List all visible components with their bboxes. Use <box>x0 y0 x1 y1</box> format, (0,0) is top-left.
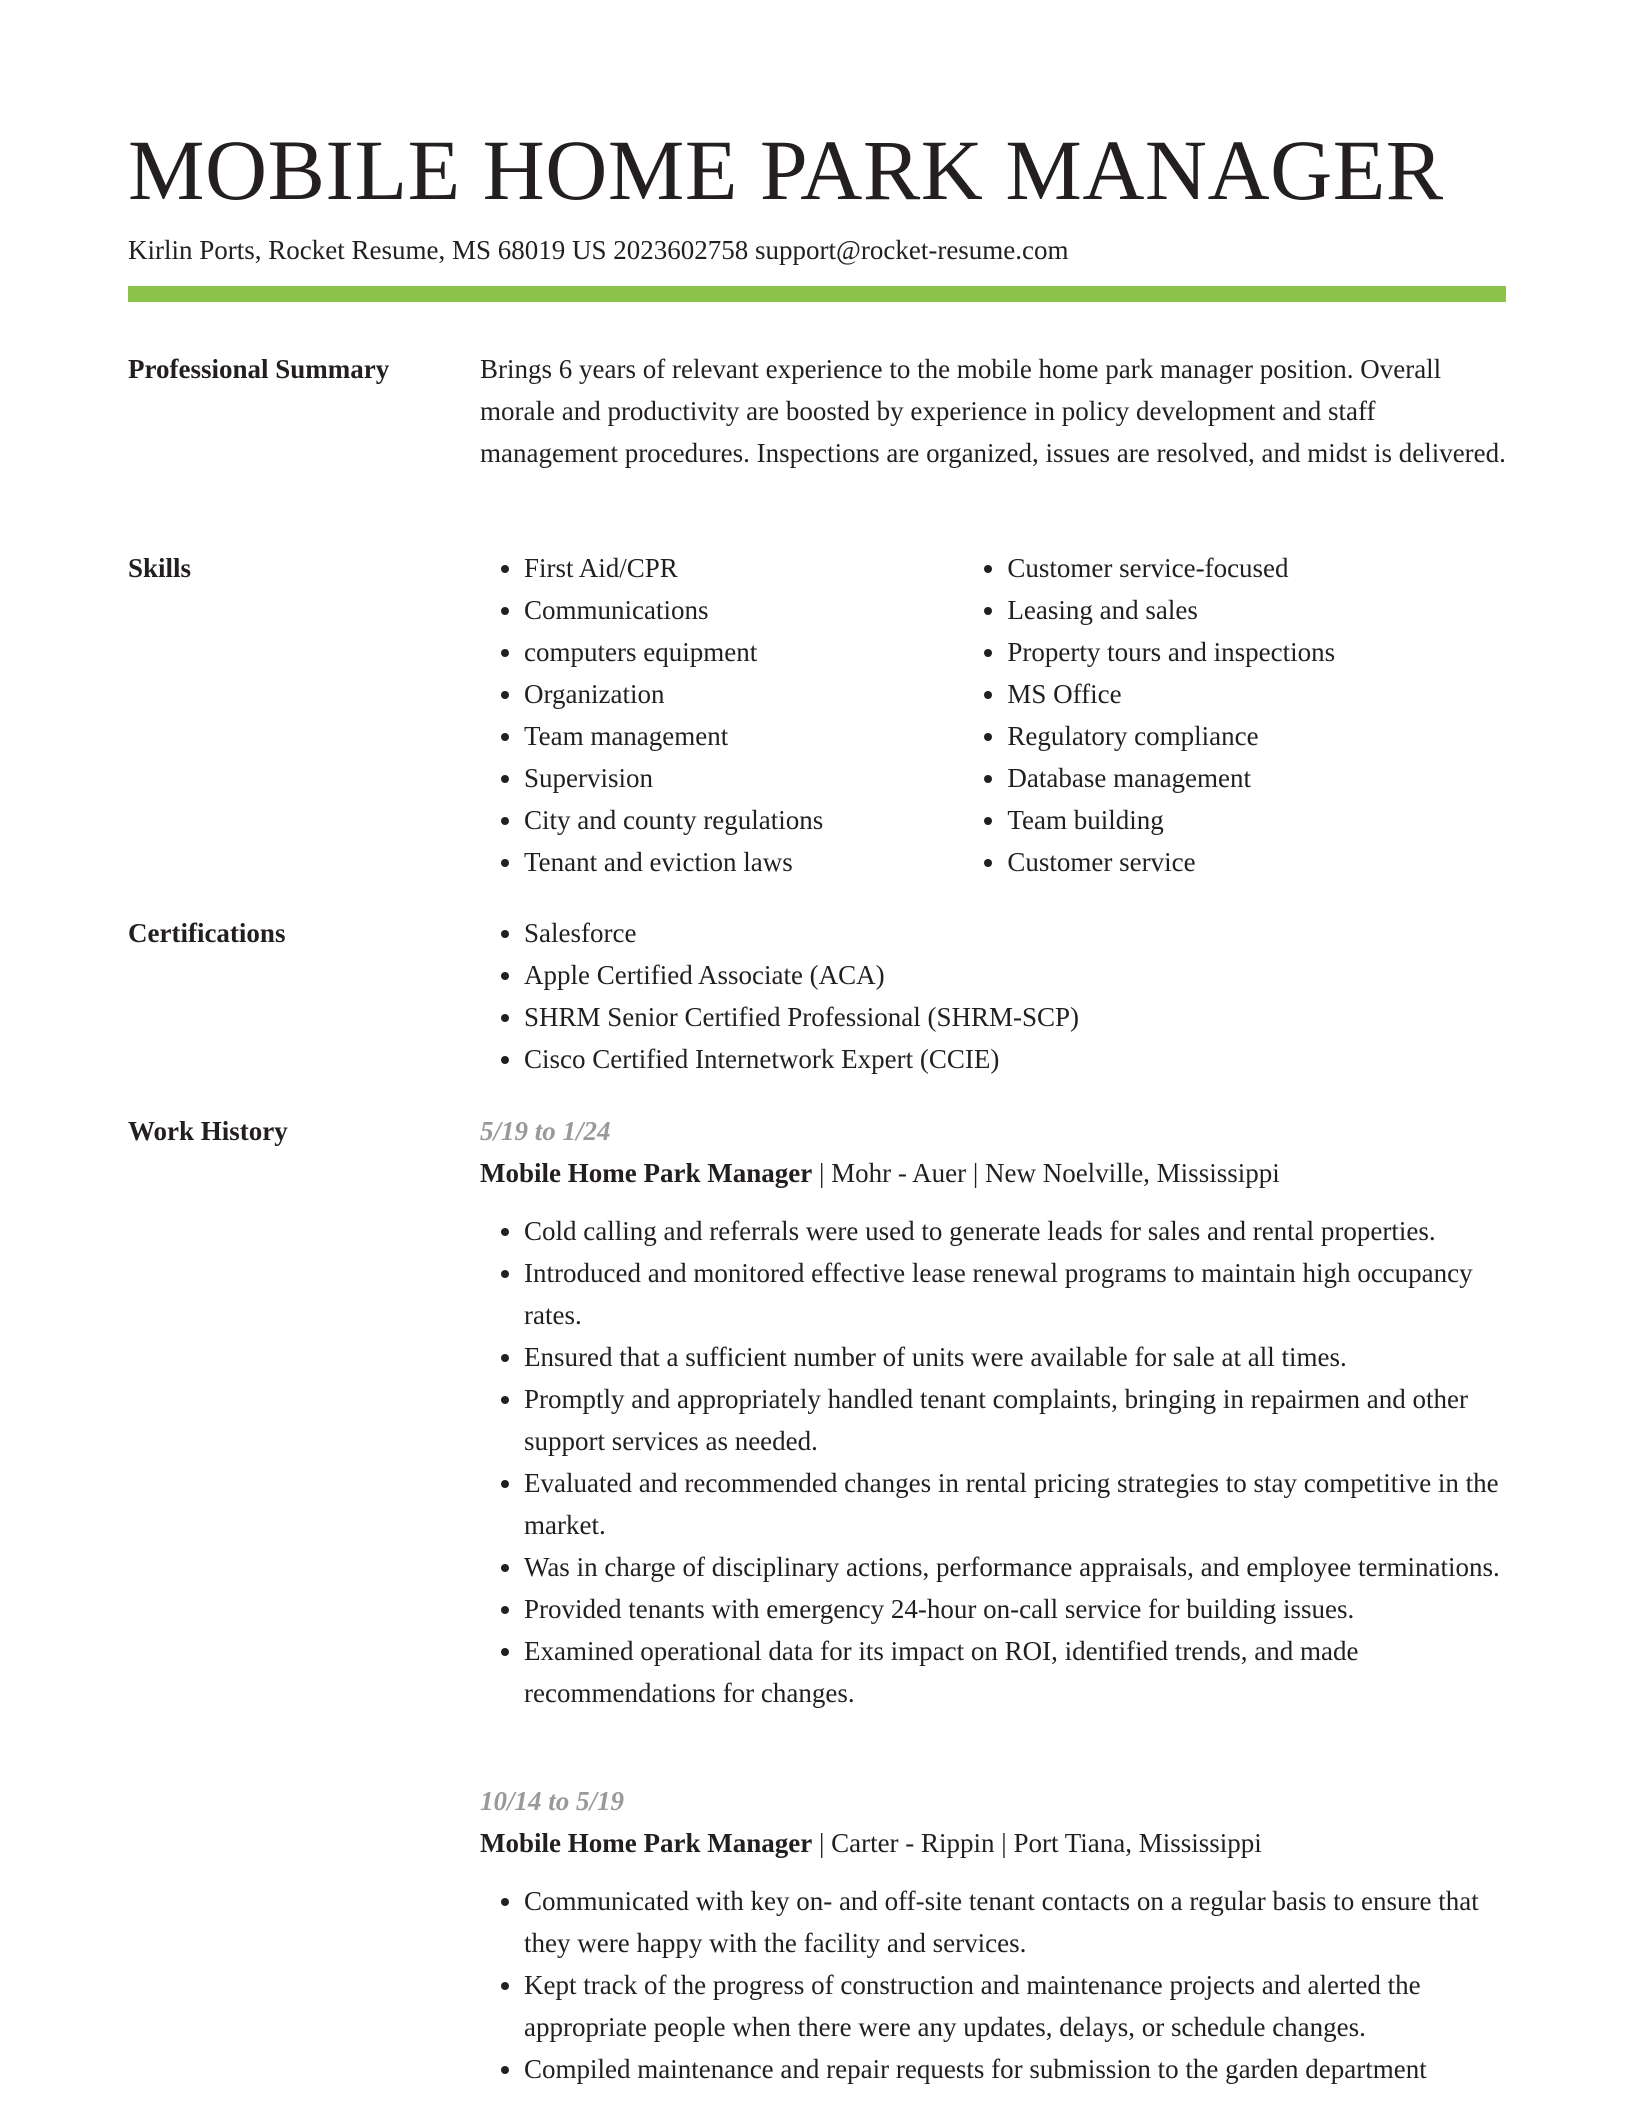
summary-heading: Professional Summary <box>128 354 390 384</box>
skill-item: • Property tours and inspections <box>1007 631 1506 673</box>
job-bullet: • Was in charge of disciplinary actions, performance appraisals, and employee terminations. <box>524 1546 1506 1588</box>
skills-heading: Skills <box>128 553 192 583</box>
job-details: | Carter - Rippin | Port Tiana, Mississippi <box>812 1828 1262 1858</box>
job-details: | Mohr - Auer | New Noelville, Mississippi <box>812 1158 1280 1188</box>
job-heading <box>480 1152 1506 1194</box>
skill-item: • Database management <box>1007 757 1506 799</box>
job-bullet: • Kept track of the progress of construction and maintenance projects and alerted the appropriate people when there were any updates, delays, or schedule changes. <box>524 1964 1506 2048</box>
certifications-heading: Certifications <box>128 918 286 948</box>
job-dates: 5/19 to 1/24 <box>480 1116 611 1146</box>
skill-item: • MS Office <box>1007 673 1506 715</box>
job-bullet-list <box>480 1210 1506 1714</box>
skill-item: • Regulatory compliance <box>1007 715 1506 757</box>
job-bullet: • Introduced and monitored effective lease renewal programs to maintain high occupancy rates. <box>524 1252 1506 1336</box>
skill-item: • Team building <box>1007 799 1506 841</box>
job-bullet: • Compiled maintenance and repair requests for submission to the garden department <box>524 2048 1506 2090</box>
job-bullet: • Communicated with key on- and off-site tenant contacts on a regular basis to ensure that they were happy with the facility and services. <box>524 1880 1506 1964</box>
certification-item: • Cisco Certified Internetwork Expert (CCIE) <box>524 1038 1506 1080</box>
skill-item: • Customer service-focused <box>1007 547 1506 589</box>
job-title: Mobile Home Park Manager <box>480 1158 813 1188</box>
skill-item: • Customer service <box>1007 841 1506 883</box>
job-bullet: • Provided tenants with emergency 24-hour on-call service for building issues. <box>524 1588 1506 1630</box>
certifications-list <box>480 912 1506 1080</box>
skill-item: • City and county regulations <box>524 799 963 841</box>
job-bullet: • Examined operational data for its impact on ROI, identified trends, and made recommendations for changes. <box>524 1630 1506 1714</box>
skill-item: • Team management <box>524 715 963 757</box>
resume-title: MOBILE HOME PARK MANAGER <box>128 122 1444 218</box>
job-bullet: • Ensured that a sufficient number of units were available for sale at all times. <box>524 1336 1506 1378</box>
job-bullet: • Evaluated and recommended changes in rental pricing strategies to stay competitive in the market. <box>524 1462 1506 1546</box>
job-dates: 10/14 to 5/19 <box>480 1786 625 1816</box>
skill-item: • Organization <box>524 673 963 715</box>
job-bullet-list <box>480 1880 1506 2090</box>
job-title: Mobile Home Park Manager <box>480 1828 813 1858</box>
skill-item: • Supervision <box>524 757 963 799</box>
skill-item: • computers equipment <box>524 631 963 673</box>
skill-item: • First Aid/CPR <box>524 547 963 589</box>
job-entry <box>480 1110 1506 1714</box>
summary-text: Brings 6 years of relevant experience to the mobile home park manager position. Overall morale and productivity are boosted by experience in policy development and staff management procedures. Inspections are organized, issues are resolved, and midst is delivered. <box>480 354 1506 468</box>
skill-item: • Tenant and eviction laws <box>524 841 963 883</box>
certification-item: • Apple Certified Associate (ACA) <box>524 954 1506 996</box>
header-divider <box>128 286 1506 302</box>
skills-list-left <box>480 547 963 883</box>
certification-item: • SHRM Senior Certified Professional (SHRM-SCP) <box>524 996 1506 1038</box>
job-bullet: • Cold calling and referrals were used to generate leads for sales and rental properties. <box>524 1210 1506 1252</box>
job-entry <box>480 1780 1506 2090</box>
certification-item: • Salesforce <box>524 912 1506 954</box>
skill-item: • Leasing and sales <box>1007 589 1506 631</box>
skill-item: • Communications <box>524 589 963 631</box>
skills-list-right <box>963 547 1506 883</box>
work-history-heading: Work History <box>128 1116 288 1146</box>
job-bullet: • Promptly and appropriately handled tenant complaints, bringing in repairmen and other support services as needed. <box>524 1378 1506 1462</box>
job-heading <box>480 1822 1506 1864</box>
contact-line: Kirlin Ports, Rocket Resume, MS 68019 US 2023602758 support@rocket-resume.com <box>128 235 1069 265</box>
